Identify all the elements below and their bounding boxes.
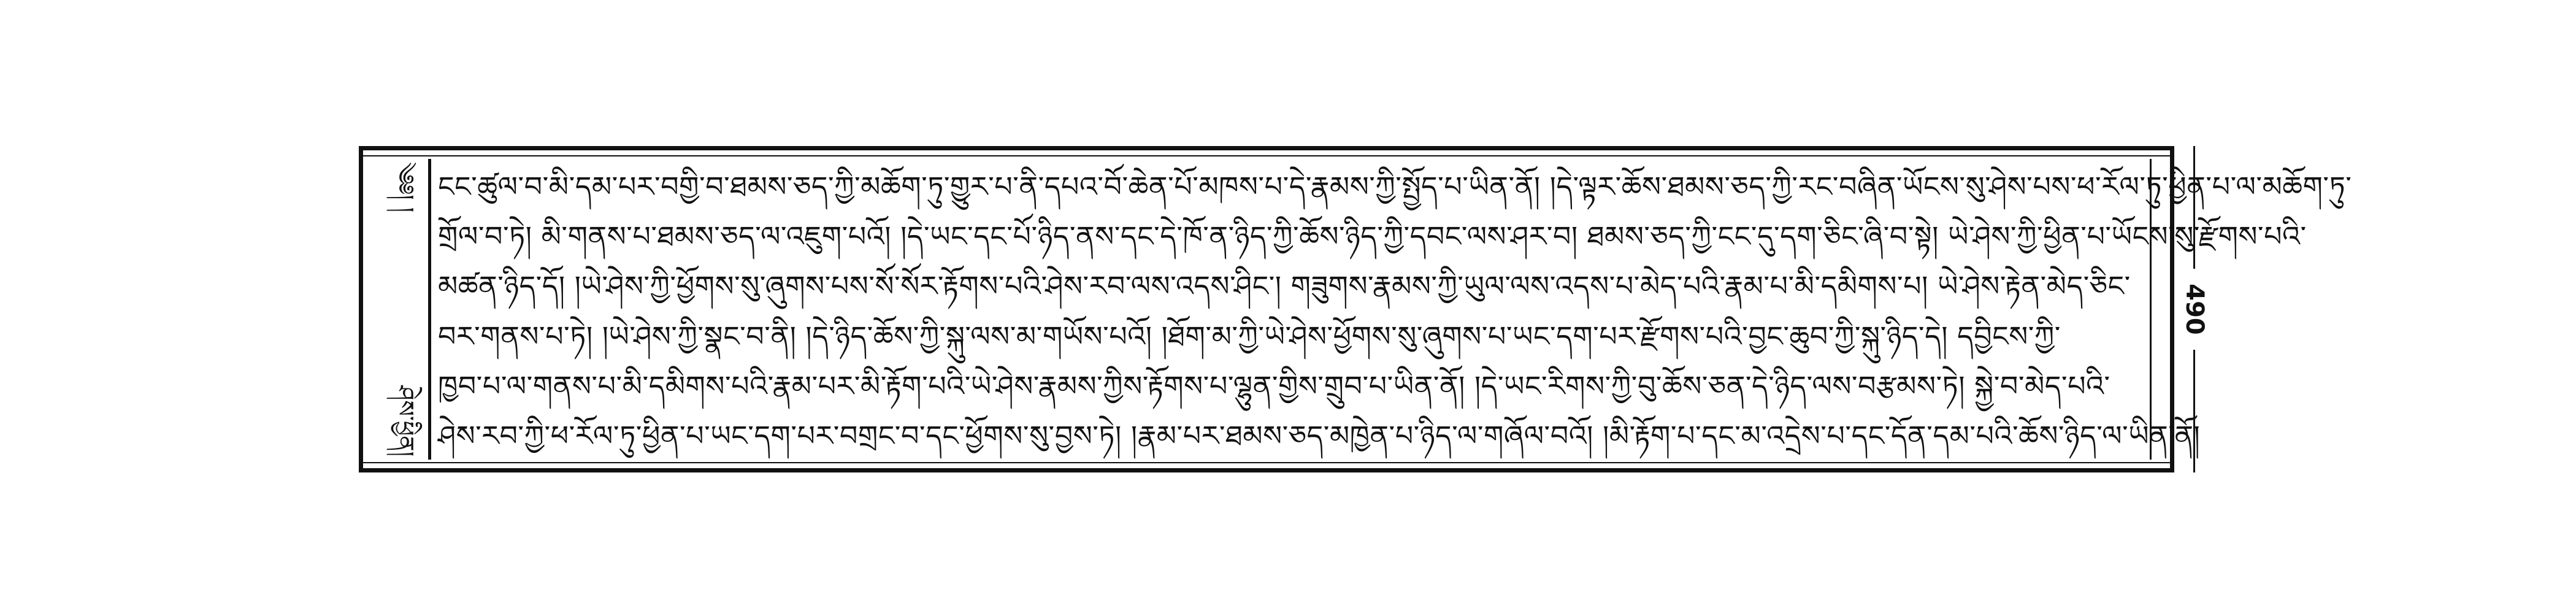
- right-rule: [2150, 159, 2152, 460]
- page-rule-bottom: [2193, 350, 2195, 472]
- text-line-1: ངང་ཚུལ་བ་མི་དམ་པར་བགྱི་བ་ཐམས་ཅད་ཀྱི་མཆོག་ཏུ་གྱུར་པ་ནི་དཔའ་བོ་ཆེན་པོ་མཁས་པ་དེ་རྣམས་ཀྱི་སྤྱོད་པ་ཡིན་ནོ། །དེ་ལྟར་ཆོས་ཐམས་ཅད་ཀྱི་རང་བཞིན་ཡོངས་སུ་ཤེས་པས་ཕ་རོལ་ཏུ་ཕྱིན་པ་ལ་མཆོག་ཏུ་: [438, 170, 2352, 203]
- text-line-5: ཁྱབ་པ་ལ་གནས་པ་མི་དམིགས་པའི་རྣམ་པར་མི་རྟོག་པའི་ཡེ་ཤེས་རྣམས་ཀྱིས་རྟོགས་པ་ལྷུན་གྱིས་གྲུབ་པ་ཡིན་ནོ། །དེ་ཡང་རིགས་ཀྱི་བུ་ཆོས་ཅན་དེ་ཉིད་ལས་བརྩམས་ཏེ། སྐྱེ་བ་མེད་པའི་: [438, 369, 2110, 403]
- inner-rule-top: [363, 155, 2170, 156]
- text-line-2: གྲོལ་བ་ཏེ། མི་གནས་པ་ཐམས་ཅད་ལ་འཇུག་པའོ། །དེ་ཡང་དང་པོ་ཉིད་ནས་དང་དེ་ཁོ་ན་ཉིད་ཀྱི་ཆོས་ཉིད་ཀྱི་དབང་ལས་ཤར་བ། ཐམས་ཅད་ཀྱི་ངང་དུ་དག་ཅིང་ཞི་བ་སྟེ། ཡེ་ཤེས་ཀྱི་ཕྱིན་པ་ཡོངས་སུ་རྫོགས་པའི་: [438, 220, 2307, 253]
- page-number-area: [2176, 146, 2213, 472]
- page-number: 490: [2180, 283, 2209, 335]
- margin-panel: [369, 159, 431, 460]
- text-line-4: བར་གནས་པ་ཏེ། །ཡེ་ཤེས་ཀྱི་སྣང་བ་ནི། །དེ་ཉིད་ཆོས་ཀྱི་སྐུ་ལས་མ་གཡོས་པའོ། །ཐོག་མ་ཀྱི་ཡེ་ཤེས་ཕྱོགས་སུ་ཞུགས་པ་ཡང་དག་པར་རྫོགས་པའི་བྱང་ཆུབ་ཀྱི་སྐུ་ཉིད་དེ། དབྱིངས་ཀྱི་: [438, 319, 2061, 353]
- inner-rule-bottom: [363, 462, 2170, 463]
- page-rule-top: [2193, 146, 2195, 269]
- margin-label-wrap: [374, 162, 423, 457]
- margin-label-top: ༄༅། །: [392, 162, 420, 213]
- text-line-6: ཤེས་རབ་ཀྱི་ཕ་རོལ་ཏུ་ཕྱིན་པ་ཡང་དག་པར་བགྲང་བ་དང་ཕྱོགས་སུ་བྱས་ཏེ། །རྣམ་པར་ཐམས་ཅད་མཁྱེན་པ་ཉིད་ལ་གཞོལ་བའོ། །མི་རྟོག་པ་དང་མ་འདྲེས་པ་དང་དོན་དམ་པའི་ཆོས་ཉིད་ལ་ཡིན་ནོ།: [438, 418, 2201, 452]
- margin-label-bottom: ཤེས་ཕྱིན།: [392, 385, 420, 457]
- text-line-3: མཚན་ཉིད་དོ། །ཡེ་ཤེས་ཀྱི་ཕྱོགས་སུ་ཞུགས་པས་སོ་སོར་རྟོགས་པའི་ཤེས་རབ་ལས་འདས་ཤིང་། གཟུགས་རྣམས་ཀྱི་ཡུལ་ལས་འདས་པ་མེད་པའི་རྣམ་པ་མི་དམིགས་པ། ཡེ་ཤེས་རྟེན་མེད་ཅིང་: [438, 269, 2131, 303]
